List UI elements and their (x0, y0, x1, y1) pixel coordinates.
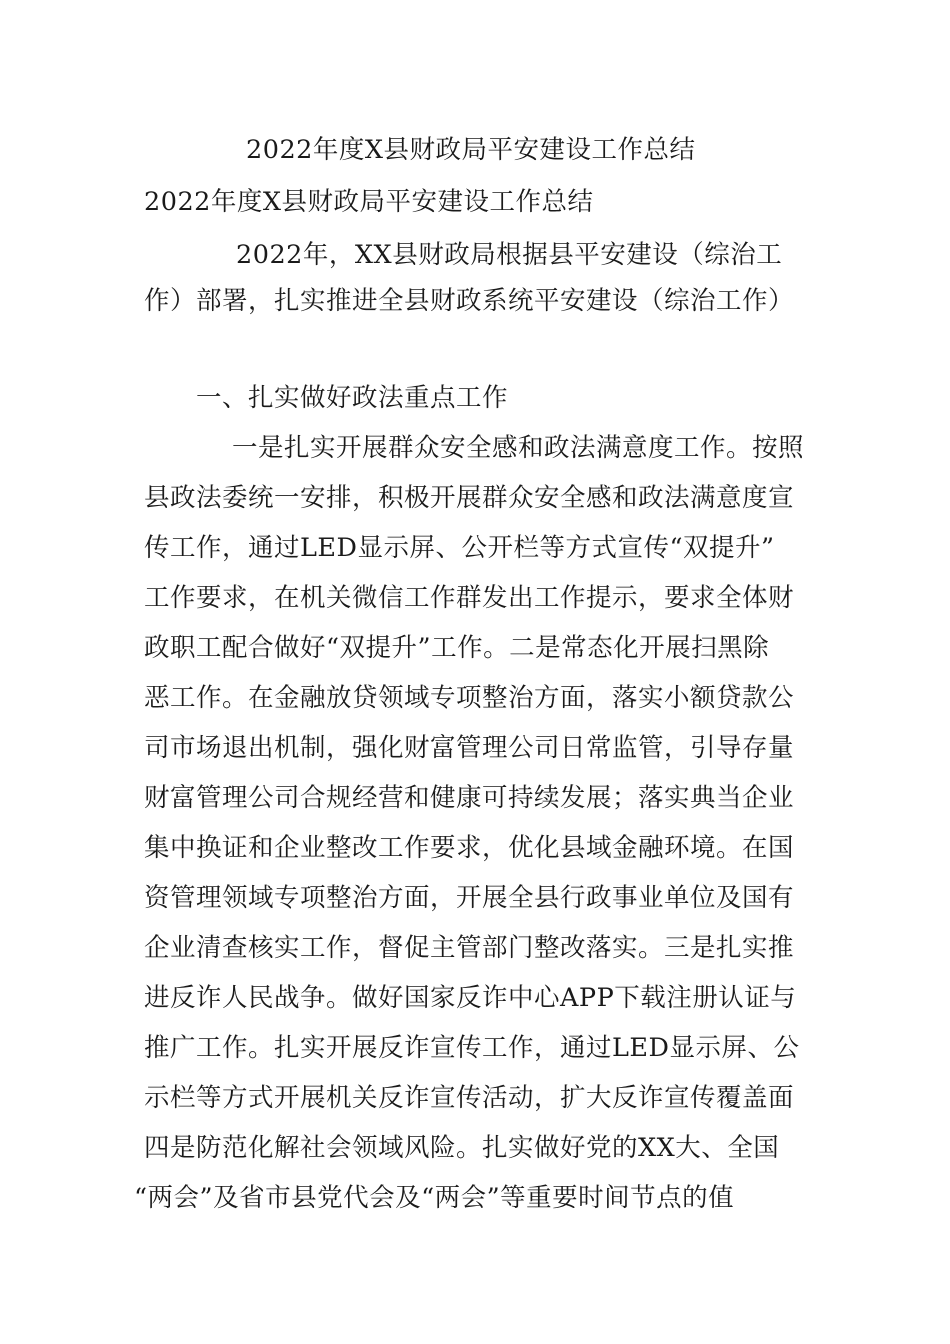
intro-line: 2022年，XX县财政局根据县平安建设（综治工 (236, 240, 783, 270)
paragraph-line: 司市场退出机制，强化财富管理公司日常监管，引导存量 (144, 733, 795, 763)
document-subtitle: 2022年度X县财政局平安建设工作总结 (144, 187, 594, 217)
paragraph-line: 传工作，通过LED显示屏、公开栏等方式宣传“双提升” (144, 533, 775, 563)
paragraph-line: 县政法委统一安排，积极开展群众安全感和政法满意度宣 (144, 483, 795, 513)
paragraph-line: 四是防范化解社会领域风险。扎实做好党的XX大、全国 (144, 1133, 780, 1163)
paragraph-line: 进反诈人民战争。做好国家反诈中心APP下载注册认证与 (144, 983, 797, 1013)
paragraph-line: 资管理领域专项整治方面，开展全县行政事业单位及国有 (144, 883, 795, 913)
paragraph-line: 一是扎实开展群众安全感和政法满意度工作。按照 (232, 433, 805, 463)
paragraph-line: 政职工配合做好“双提升”工作。二是常态化开展扫黑除 (144, 633, 770, 663)
paragraph-line: 集中换证和企业整改工作要求，优化县域金融环境。在国 (144, 833, 795, 863)
paragraph-line: 示栏等方式开展机关反诈宣传活动，扩大反诈宣传覆盖面 (144, 1083, 795, 1113)
paragraph-line: 企业清查核实工作，督促主管部门整改落实。三是扎实推 (144, 933, 795, 963)
paragraph-line: 推广工作。扎实开展反诈宣传工作，通过LED显示屏、公 (144, 1033, 800, 1063)
section-heading: 一、扎实做好政法重点工作 (196, 383, 509, 413)
paragraph-line: 恶工作。在金融放贷领域专项整治方面，落实小额贷款公 (144, 683, 795, 713)
document-title: 2022年度X县财政局平安建设工作总结 (246, 135, 696, 165)
intro-line: 作）部署，扎实推进全县财政系统平安建设（综治工作） (144, 286, 795, 316)
paragraph-line: “两会”及省市县党代会及“两会”等重要时间节点的值 (134, 1183, 735, 1213)
paragraph-line: 财富管理公司合规经营和健康可持续发展；落实典当企业 (144, 783, 795, 813)
paragraph-line: 工作要求，在机关微信工作群发出工作提示，要求全体财 (144, 583, 795, 613)
